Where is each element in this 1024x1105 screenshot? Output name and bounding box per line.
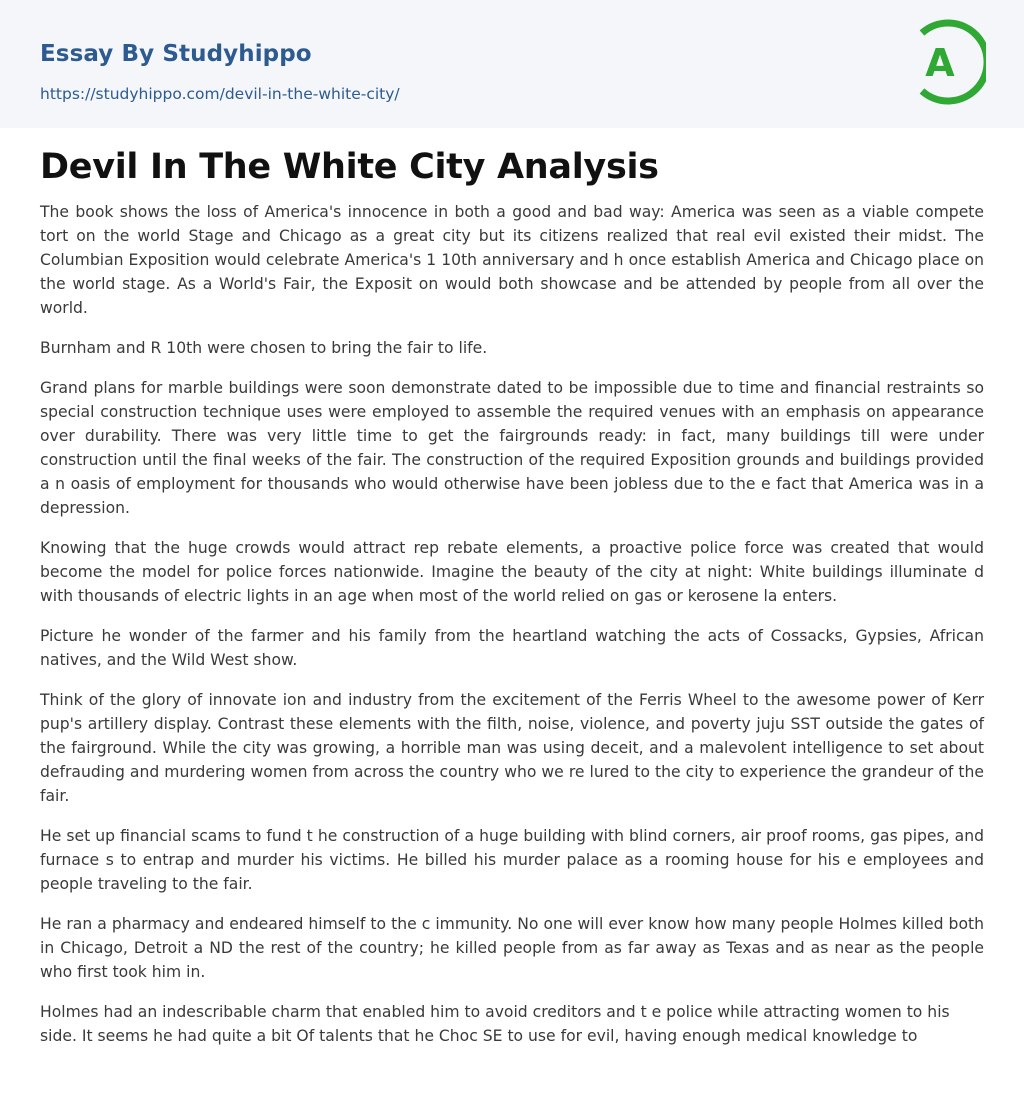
page-title: Devil In The White City Analysis (40, 147, 659, 187)
essay-paragraph: The book shows the loss of America's innocence in both a good and bad way: America was seen as a viable compete tort on the world Stage and Chicago as a great city but its citizens realized that real evil existed their midst. The Columbian Exposition would celebrate America's 1 10th anniversary and h once establish America and Chicago place on the world stage. As a World's Fair, the Exposit on would both showcase and be attended by people from all over the world. (40, 203, 984, 317)
essay-paragraph: He ran a pharmacy and endeared himself to the c immunity. No one will ever know how many people Holmes killed both in Chicago, Detroit a ND the rest of the country; he killed people from as far away as Texas and as near as the people who first took him in. (40, 915, 984, 981)
essay-paragraph: Think of the glory of innovate ion and industry from the excitement of the Ferris Wheel to the awesome power of Kerr pup's artillery display. Contrast these elements with the filth, noise, violence, and poverty juju SST outside the gates of the fairground. While the city was growing, a horrible man was using deceit, and a malevolent intelligence to set about defrauding and murdering women from across the country who we re lured to the city to experience the grandeur of the fair. (40, 691, 984, 805)
essay-paragraph: Picture he wonder of the farmer and his family from the heartland watching the acts of Cossacks, Gypsies, African natives, and the Wild West show. (40, 627, 984, 669)
essay-url-link[interactable]: https://studyhippo.com/devil-in-the-white-city/ (40, 85, 400, 103)
essay-paragraph: He set up financial scams to fund t he construction of a huge building with blind corners, air proof rooms, gas pipes, and furnace s to entrap and murder his victims. He billed his murder palace as a rooming house for his e employees and people traveling to the fair. (40, 827, 984, 893)
essay-paragraph: Knowing that the huge crowds would attract rep rebate elements, a proactive police force was created that would become the model for police forces nationwide. Imagine the beauty of the city at night: White buildings illuminate d with thousands of electric lights in an age when most of the world relied on gas or kerosene la enters. (40, 539, 984, 605)
essay-paragraph: Burnham and R 10th were chosen to bring the fair to life. (40, 339, 488, 357)
logo-icon[interactable] (912, 19, 986, 105)
essay-paragraph: Holmes had an indescribable charm that enabled him to avoid creditors and t e police while attracting women to his side. It seems he had quite a bit Of talents that he Choc SE to use for evil, having enough medical knowledge to (40, 1003, 950, 1045)
logo-letter: A (925, 41, 955, 85)
essay-paragraph: Grand plans for marble buildings were soon demonstrate dated to be impossible due to time and financial restraints so special construction technique uses were employed to assemble the required venues with an emphasis on appearance over durability. There was very little time to get the fairgrounds ready: in fact, many buildings till were under construction until the final weeks of the fair. The construction of the required Exposition grounds and buildings provided a n oasis of employment for thousands who would otherwise have been jobless due to the e fact that America was in a depression. (40, 379, 984, 517)
site-brand[interactable]: Essay By Studyhippo (40, 41, 312, 67)
essay-body (40, 200, 984, 1064)
